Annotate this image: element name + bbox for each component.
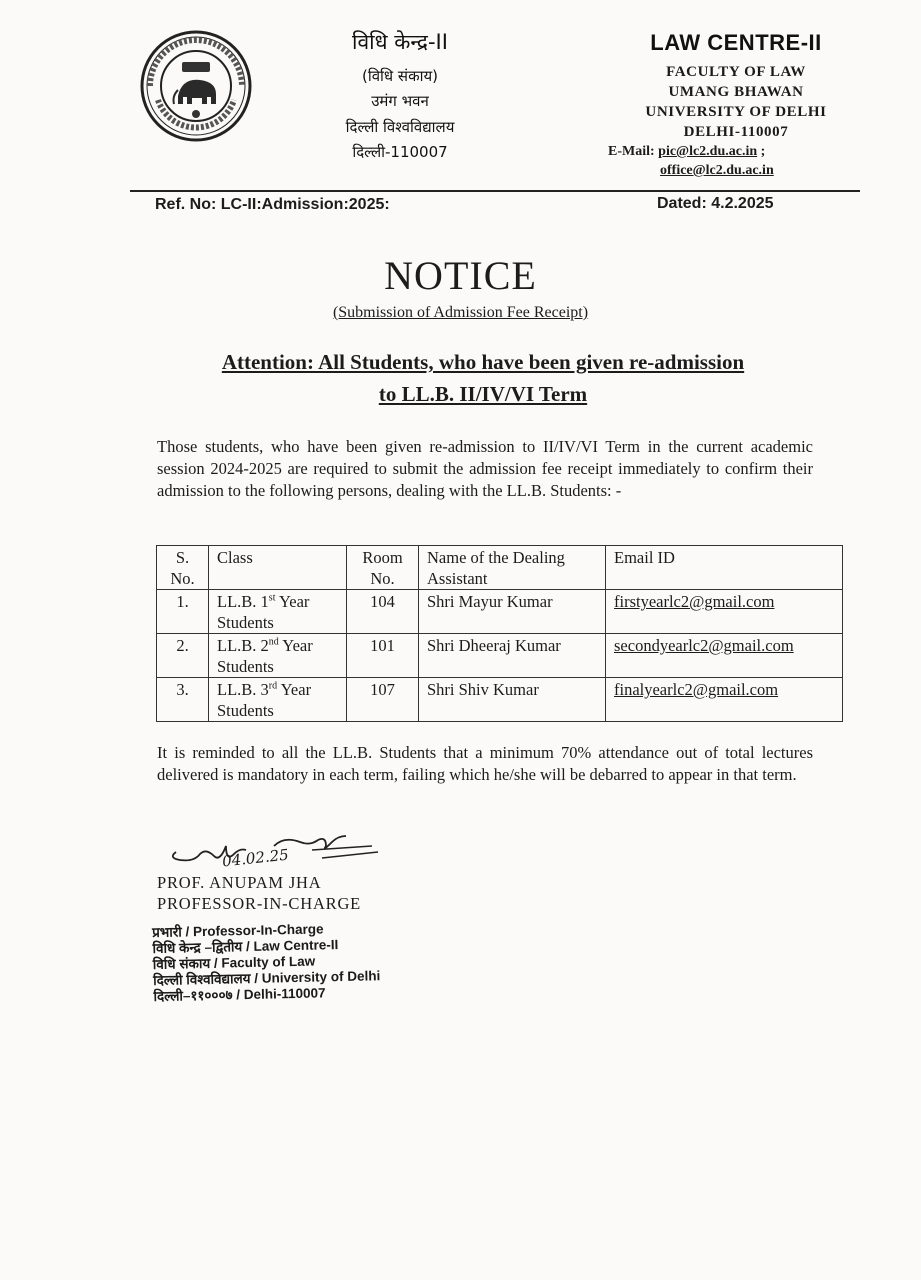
dated: Dated: 4.2.2025: [657, 195, 774, 212]
row-email: [606, 634, 843, 678]
hindi-centre-title: विधि केन्द्र-II: [352, 30, 448, 54]
stamp-line-2: विधि केन्द्र –द्वितीय / Law Centre-II: [152, 937, 339, 956]
hindi-university: दिल्ली विश्वविद्यालय: [345, 118, 455, 136]
attention-line-2: to LL.B. II/IV/VI Term: [378, 382, 588, 406]
hindi-faculty: (विधि संकाय): [361, 67, 439, 85]
email-separator: ;: [760, 144, 766, 159]
email-office-link[interactable]: office@lc2.du.ac.in: [660, 163, 774, 178]
email-link[interactable]: firstyearlc2@gmail.com: [614, 592, 775, 611]
header-class: Class: [209, 546, 347, 590]
intro-paragraph: Those students, who have been given re-admission to II/IV/VI Term in the current academic session 2024-2025 are required to submit the admission fee receipt immediately to confirm their admission to the following persons, dealing with the LL.B. Students: -: [157, 437, 813, 500]
table-row: [157, 678, 843, 722]
row-room: 104: [347, 590, 419, 634]
row-sno: 2.: [157, 634, 209, 678]
hindi-city: दिल्ली-110007: [352, 143, 448, 161]
english-letterhead: [586, 30, 886, 180]
stamp-line-4: दिल्ली विश्वविद्यालय / University of Delhi: [153, 968, 381, 988]
signer-designation: PROFESSOR-IN-CHARGE: [157, 894, 362, 913]
header-email: Email ID: [606, 546, 843, 590]
stamp-line-3: विधि संकाय / Faculty of Law: [152, 953, 316, 972]
official-stamp: [152, 920, 381, 1005]
row-assistant-name: Shri Dheeraj Kumar: [419, 634, 606, 678]
table-row: [157, 634, 843, 678]
row-room: 101: [347, 634, 419, 678]
email-row-2: [586, 161, 886, 180]
email-label: E-Mail:: [608, 144, 655, 159]
signer-name: PROF. ANUPAM JHA: [157, 873, 322, 892]
university-line: UNIVERSITY OF DELHI: [645, 104, 827, 120]
reference-number: Ref. No: LC-II:Admission:2025:: [155, 196, 390, 213]
city-line: DELHI-110007: [683, 124, 789, 140]
row-class: LL.B. 2nd Year Students: [209, 634, 347, 678]
stamp-line-1: प्रभारी / Professor-In-Charge: [152, 921, 324, 940]
reminder-paragraph: It is reminded to all the LL.B. Students that a minimum 70% attendance out of total lectures delivered is mandatory in each term, failing which he/she will be debarred to appear in that term.: [157, 743, 813, 784]
header-name: Name of the Dealing Assistant: [419, 546, 606, 590]
row-email: [606, 590, 843, 634]
centre-title: LAW CENTRE-II: [650, 30, 822, 55]
signature-date: 04.02.25: [221, 845, 290, 871]
row-class: LL.B. 3rd Year Students: [209, 678, 347, 722]
header-divider: [130, 190, 860, 192]
table-row: [157, 590, 843, 634]
row-room: 107: [347, 678, 419, 722]
table-header-row: [157, 546, 843, 590]
email-link[interactable]: secondyearlc2@gmail.com: [614, 636, 794, 655]
hindi-building: उमंग भवन: [371, 92, 429, 110]
building-line: UMANG BHAWAN: [668, 84, 804, 100]
email-pic-link[interactable]: pic@lc2.du.ac.in: [658, 144, 758, 159]
row-sno: 1.: [157, 590, 209, 634]
notice-subtitle: (Submission of Admission Fee Receipt): [332, 304, 589, 321]
row-email: [606, 678, 843, 722]
header-sno: S. No.: [157, 546, 209, 590]
attention-line-1: Attention: All Students, who have been given re-admission: [221, 350, 745, 374]
notice-title: NOTICE: [384, 253, 537, 298]
university-of-delhi-seal-icon: [140, 30, 252, 142]
dealing-assistants-table: [156, 545, 843, 722]
row-class: LL.B. 1st Year Students: [209, 590, 347, 634]
header-room: Room No.: [347, 546, 419, 590]
stamp-line-5: दिल्ली–११०००७ / Delhi-110007: [153, 985, 326, 1004]
faculty-line: FACULTY OF LAW: [666, 64, 806, 80]
row-assistant-name: Shri Mayur Kumar: [419, 590, 606, 634]
row-sno: 3.: [157, 678, 209, 722]
email-link[interactable]: finalyearlc2@gmail.com: [614, 680, 779, 699]
email-row: [586, 142, 886, 161]
row-assistant-name: Shri Shiv Kumar: [419, 678, 606, 722]
